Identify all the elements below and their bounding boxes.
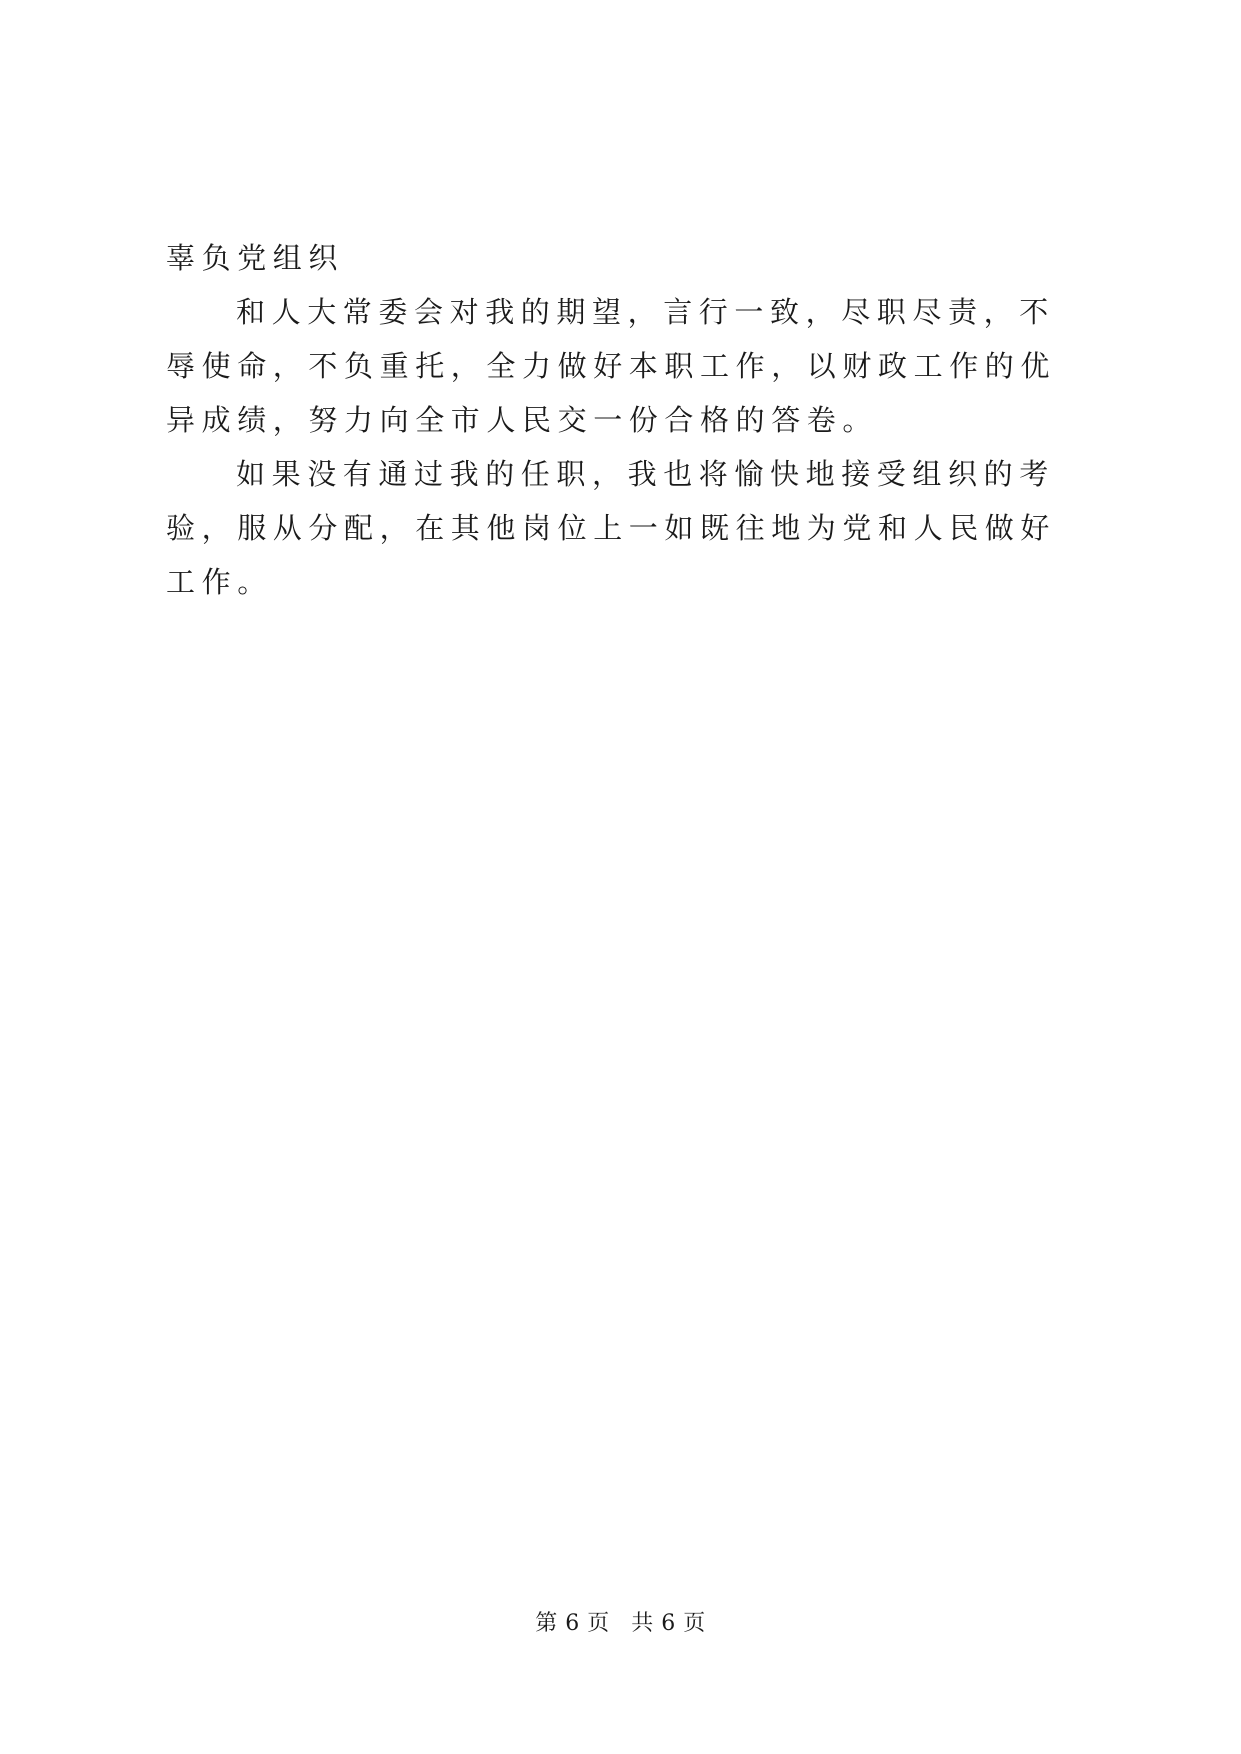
page-footer bbox=[0, 1606, 1241, 1637]
paragraph: 如果没有通过我的任职，我也将愉快地接受组织的考验，服从分配，在其他岗位上一如既往地为党和人民做好工作。 bbox=[166, 457, 1057, 599]
document-body bbox=[166, 231, 1086, 609]
page-total: 共 6 页 bbox=[631, 1611, 706, 1636]
paragraph: 和人大常委会对我的期望，言行一致，尽职尽责，不辱使命，不负重托，全力做好本职工作，以财政工作的优异成绩，努力向全市人民交一份合格的答卷。 bbox=[166, 295, 1057, 437]
paragraph-continuation: 辜负党组织 bbox=[166, 241, 345, 275]
page-number: 第 6 页 bbox=[535, 1611, 610, 1636]
